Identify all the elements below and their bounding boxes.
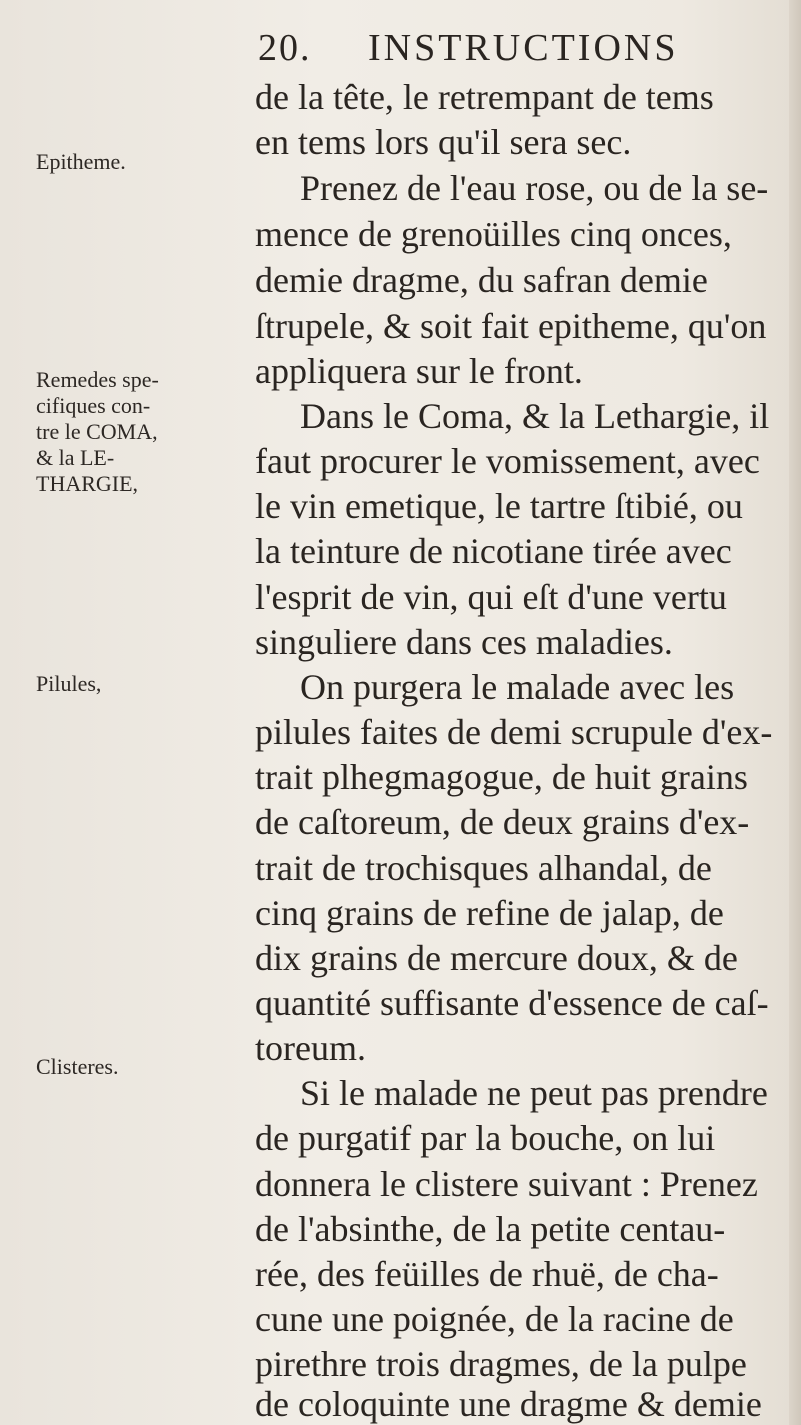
body-line: On purgera le malade avec les [300,667,735,707]
body-line: mence de grenoüilles cinq onces, [255,214,732,254]
body-line: en tems lors qu'il sera sec. [255,122,632,162]
margin-note-clisteres: Clisteres. [36,1054,119,1079]
margin-note-remedes-4: & la LE- [36,445,115,470]
margin-note-pilules: Pilules, [36,671,102,696]
body-line: le vin emetique, le tartre ſtibié, ou [255,486,743,526]
running-title: INSTRUCTIONS [368,27,679,69]
body-line: dix grains de mercure doux, & de [255,938,738,978]
body-line: pirethre trois dragmes, de la pulpe [255,1344,747,1384]
body-line: l'esprit de vin, qui eſt d'une vertu [255,577,727,617]
body-line: Prenez de l'eau rose, ou de la se- [300,168,769,208]
margin-note-remedes-1: Remedes spe- [36,367,159,392]
body-line: de la tête, le retrempant de tems [255,77,714,117]
body-line: donnera le clistere suivant : Prenez [255,1164,758,1204]
body-line: appliquera sur le front. [255,351,583,391]
page-number: 20. [258,27,312,69]
body-line: Si le malade ne peut pas prendre [300,1073,768,1113]
body-line: de l'absinthe, de la petite centau- [255,1209,726,1249]
page-header [258,18,678,78]
body-line: trait plhegmagogue, de huit grains [255,757,748,797]
margin-note-remedes-2: cifiques con- [36,393,151,418]
body-line: ſtrupele, & soit fait epitheme, qu'on [255,306,767,346]
body-line: la teinture de nicotiane tirée avec [255,531,732,571]
body-line: singuliere dans ces maladies. [255,622,673,662]
body-line: Dans le Coma, & la Lethargie, il [300,396,770,436]
body-line: demie dragme, du safran demie [255,260,708,300]
body-line: de coloquinte une dragme & demie [255,1384,762,1424]
margin-note-remedes-3: tre le COMA, [36,419,158,444]
body-line: faut procurer le vomissement, avec [255,441,760,481]
body-line: pilules faites de demi scrupule d'ex- [255,712,773,752]
body-line: toreum. [255,1028,366,1068]
body-line: cinq grains de refine de jalap, de [255,893,724,933]
margin-note-epitheme: Epitheme. [36,149,126,174]
margin-note-remedes-5: THARGIE, [36,471,139,496]
body-line: de caſtoreum, de deux grains d'ex- [255,802,750,842]
body-line: cune une poignée, de la racine de [255,1299,734,1339]
body-line: de purgatif par la bouche, on lui [255,1118,716,1158]
body-line: quantité suffisante d'essence de caſ- [255,983,769,1023]
body-line: rée, des feüilles de rhuë, de cha- [255,1254,719,1294]
body-line: trait de trochisques alhandal, de [255,848,712,888]
page-edge [789,0,801,1425]
